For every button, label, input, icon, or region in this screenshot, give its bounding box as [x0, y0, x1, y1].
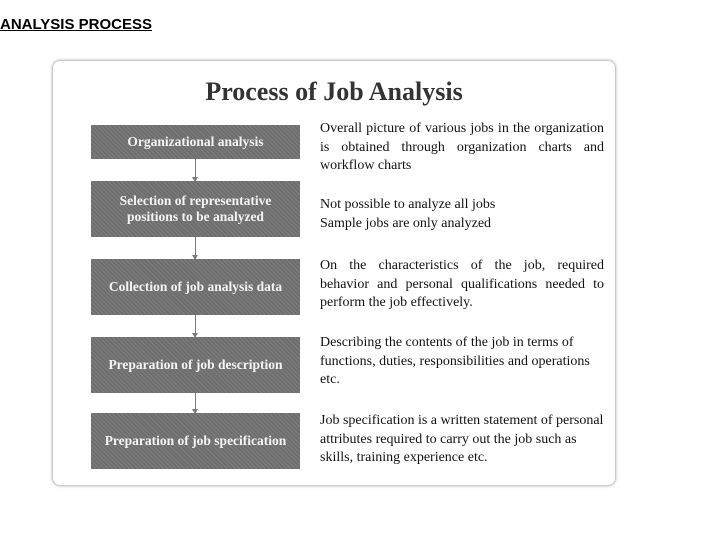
description-line: Sample jobs are only analyzed [320, 215, 492, 231]
process-diagram [52, 60, 616, 486]
step-selection-of-positions [91, 181, 300, 237]
step-label: Collection of job analysis data [108, 279, 283, 294]
step-description [320, 257, 604, 313]
step-description [320, 120, 604, 176]
step-description [320, 334, 604, 390]
description-line: Job specification is a written statement of personal attributes required to carry out the job such as skills, training experience etc. [320, 413, 604, 465]
step-label: Selection of representative positions to be analyzed [119, 193, 272, 224]
description-line: On the characteristics of the job, required behavior and personal qualifications needed to perform the job effectively. [320, 258, 604, 310]
arrow-connector [195, 237, 196, 259]
step-job-description [91, 337, 300, 393]
description-line: Overall picture of various jobs in the organization is obtained through organization charts and workflow charts [320, 121, 604, 173]
page-heading: ANALYSIS PROCESS [0, 16, 152, 33]
step-collection-of-data [91, 259, 300, 315]
step-label: Preparation of job description [108, 357, 283, 372]
step-organizational-analysis [91, 125, 300, 159]
step-description [320, 196, 604, 233]
step-label: Preparation of job specification [104, 433, 287, 448]
diagram-title: Process of Job Analysis [205, 77, 463, 106]
description-line: Not possible to analyze all jobs [320, 197, 496, 212]
arrow-connector [195, 393, 196, 413]
step-label: Organizational analysis [127, 134, 264, 149]
step-description [320, 412, 604, 468]
description-line: Describing the contents of the job in terms of functions, duties, responsibilities and operations etc. [320, 335, 590, 387]
step-job-specification [91, 413, 300, 469]
arrow-connector [195, 315, 196, 337]
arrow-connector [195, 159, 196, 181]
